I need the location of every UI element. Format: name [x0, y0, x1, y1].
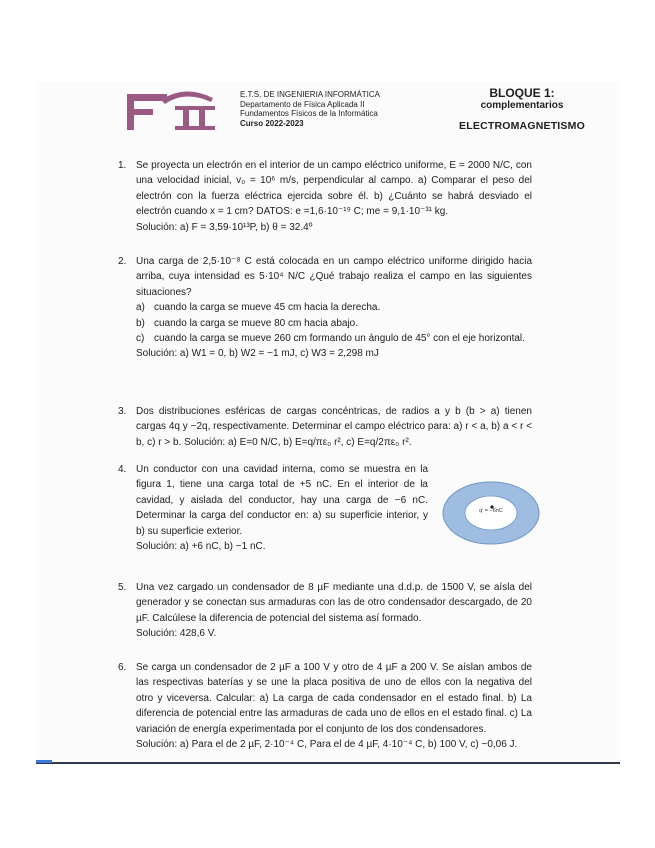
block-subtitle: complementarios: [480, 100, 564, 111]
block-title: BLOQUE 1:: [489, 86, 555, 100]
figure-charge-label: q' = −6nC: [479, 508, 503, 514]
option-text: cuando la carga se mueve 80 cm hacia abajo.: [154, 317, 359, 329]
question-number: 5.: [118, 582, 127, 593]
subject-name: Fundamentos Físicos de la Informática: [240, 109, 378, 119]
question-solution: Solución: a) +6 nC, b) −1 nC.: [136, 541, 266, 553]
question-text: Una vez cargado un condensador de 8 µF mediante una d.d.p. de 1500 V, se aísla del generador y se conectan sus armaduras con las de otro condensador descargado, de 20 µF. Calcúlese la diferencia de potencial del sistema así formado.: [136, 582, 532, 624]
question-1: [118, 158, 532, 235]
corner-mark: [36, 760, 52, 763]
question-text: Se proyecta un electrón en el interior de un campo eléctrico uniforme, E = 2000 N/C, con una velocidad inicial, v₀ = 10⁶ m/s, perpendicular al campo. a) Comparar el peso del electrón con la fuerza eléctrica ejercida sobre él. b) ¿Cuánto se habrá desviado el electrón cuando x = 1 cm? DATOS: e =1,6·10⁻¹⁹ C; me = 9,1·10⁻³¹ kg.: [136, 160, 532, 218]
question-number: 2.: [118, 256, 127, 267]
question-solution: Solución: a) Para el de 2 µF, 2·10⁻⁴ C, Para el de 4 µF, 4·10⁻⁴ C, b) 100 V, c) −0,06 J.: [136, 739, 518, 751]
question-solution: Solución: 428,6 V.: [136, 628, 217, 640]
option-c: [136, 331, 532, 346]
question-3: [118, 404, 532, 450]
department-name: Departamento de Física Aplicada II: [240, 99, 365, 109]
course-year: Curso 2022-2023: [240, 118, 304, 128]
question-text: Dos distribuciones esféricas de cargas concéntricas, de radios a y b (b > a) tienen cargas 4q y −2q, respectivamente. Determinar el campo eléctrico para: a) r < a, b) a < r < b, c) r > b. Solución: a) E=0 N/C, b) E=q/πε₀ r², c) E=q/2πε₀ r².: [136, 406, 532, 448]
question-6: [118, 660, 532, 752]
institution-name: E.T.S. DE INGENIERIA INFORMÁTICA: [240, 90, 381, 99]
option-b: [136, 316, 532, 331]
question-solution: Solución: a) F = 3,59·10¹³P, b) θ = 32.4º: [136, 221, 313, 233]
option-letter: b): [136, 317, 145, 329]
option-letter: a): [136, 302, 145, 314]
option-text: cuando la carga se mueve 45 cm hacia la derecha.: [154, 302, 381, 314]
question-text: Una carga de 2,5·10⁻⁸ C está colocada en un campo eléctrico uniforme dirigido hacia arriba, cuya intensidad es 5·10⁴ N/C ¿Qué trabajo realiza el campo en las siguientes situaciones?: [136, 256, 532, 298]
question-number: 1.: [118, 160, 127, 171]
question-4: [118, 462, 428, 554]
question-text: Se carga un condensador de 2 µF a 100 V y otro de 4 µF a 200 V. Se aíslan ambos de las respectivas baterías y se une la placa positiva de uno de ellos con la negativa del otro y viceversa. Calcular: a) La carga de cada condensador en el estado final. b) La diferencia de potencial entre las armaduras de cada uno de ellos en el estado final. c) La variación de energía experimentada por el conjunto de los dos condensadores.: [136, 662, 532, 735]
institution-block: [240, 90, 440, 128]
option-letter: c): [136, 333, 145, 345]
fii-logo: [125, 88, 229, 132]
question-number: 3.: [118, 406, 127, 417]
block-header: [442, 86, 602, 132]
question-number: 6.: [118, 662, 127, 673]
question-solution: Solución: a) W1 = 0, b) W2 = −1 mJ, c) W3 = 2,298 mJ: [136, 348, 379, 360]
question-number: 4.: [118, 464, 127, 475]
option-a: [136, 300, 532, 315]
question-2: [118, 254, 532, 362]
question-text: Un conductor con una cavidad interna, como se muestra en la figura 1, tiene una carga total de +5 nC. En el interior de la cavidad, y aislada del conductor, hay una carga de −6 nC. Determinar la carga del conductor en: a) su superficie interior, y b) su superficie exterior.: [136, 464, 428, 537]
topic-title: ELECTROMAGNETISMO: [459, 120, 585, 132]
question-5: [118, 580, 532, 642]
option-text: cuando la carga se mueve 260 cm formando un ángulo de 45° con el eje horizontal.: [154, 333, 525, 345]
